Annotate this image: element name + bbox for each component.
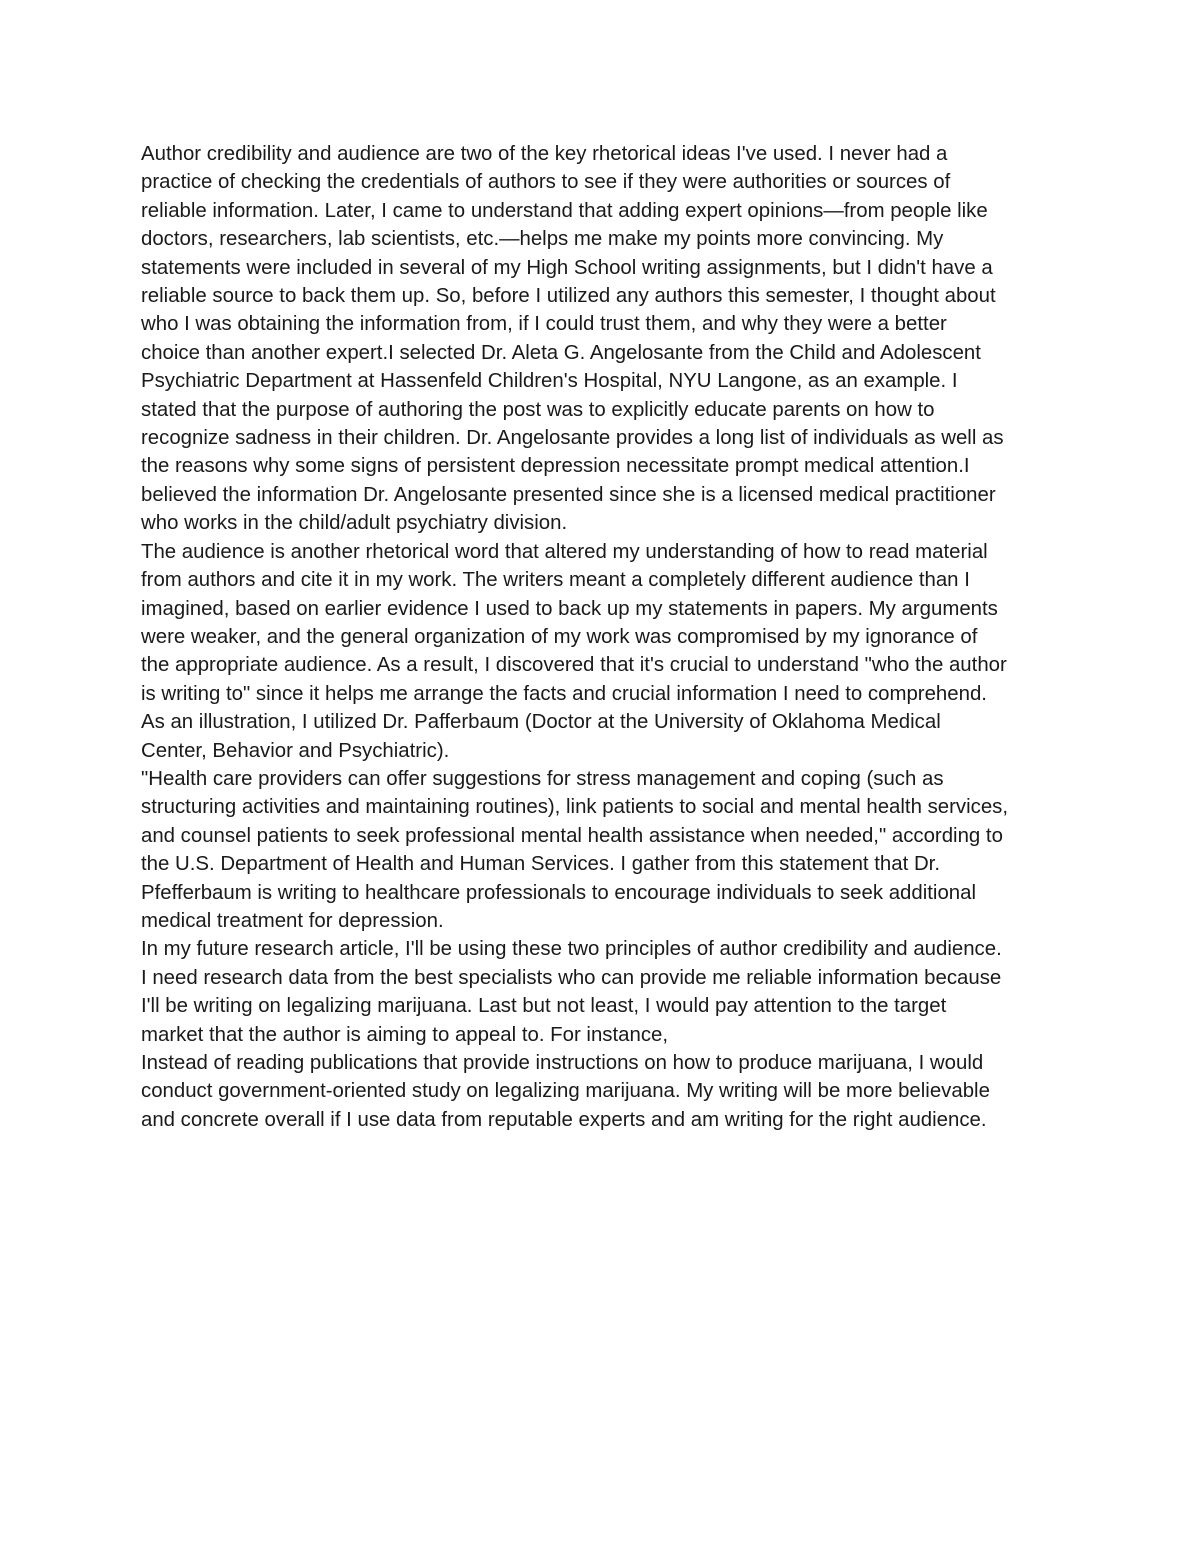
text-line: market that the author is aiming to appeal to. For instance, bbox=[141, 1023, 669, 1046]
text-line: is writing to" since it helps me arrange the facts and crucial information I need to comprehend. bbox=[141, 682, 987, 705]
text-line: from authors and cite it in my work. The writers meant a completely different audience than I bbox=[141, 569, 970, 592]
text-line: were weaker, and the general organization of my work was compromised by my ignorance of bbox=[141, 625, 978, 648]
text-line: In my future research article, I'll be using these two principles of author credibility and audience. bbox=[141, 938, 1002, 961]
text-line: who works in the child/adult psychiatry division. bbox=[141, 512, 568, 535]
text-line: Author credibility and audience are two of the key rhetorical ideas I've used. I never had a bbox=[141, 143, 948, 165]
text-line: stated that the purpose of authoring the post was to explicitly educate parents on how to bbox=[141, 398, 935, 421]
text-line: medical treatment for depression. bbox=[141, 909, 444, 932]
text-line: conduct government-oriented study on legalizing marijuana. My writing will be more believable bbox=[141, 1080, 990, 1103]
text-line: the U.S. Department of Health and Human Services. I gather from this statement that Dr. bbox=[141, 853, 940, 876]
text-line: recognize sadness in their children. Dr. Angelosante provides a long list of individuals as well as bbox=[141, 427, 1004, 450]
text-line: reliable information. Later, I came to understand that adding expert opinions—from people like bbox=[141, 199, 988, 222]
text-line: Pfefferbaum is writing to healthcare professionals to encourage individuals to seek additional bbox=[141, 881, 977, 904]
text-line: Center, Behavior and Psychiatric). bbox=[141, 739, 450, 762]
text-line: Psychiatric Department at Hassenfeld Children's Hospital, NYU Langone, as an example. I bbox=[141, 370, 958, 393]
text-line: reliable source to back them up. So, before I utilized any authors this semester, I thought about bbox=[141, 285, 996, 308]
text-line: I need research data from the best specialists who can provide me reliable information because bbox=[141, 966, 1002, 989]
text-line: who I was obtaining the information from, if I could trust them, and why they were a better bbox=[141, 313, 947, 336]
text-line: believed the information Dr. Angelosante presented since she is a licensed medical practitioner bbox=[141, 483, 996, 506]
text-line: As an illustration, I utilized Dr. Pafferbaum (Doctor at the University of Oklahoma Medical bbox=[141, 711, 941, 734]
text-line: doctors, researchers, lab scientists, etc.—helps me make my points more convincing. My bbox=[141, 228, 944, 251]
text-line: and concrete overall if I use data from reputable experts and am writing for the right audience. bbox=[141, 1108, 987, 1131]
paragraph-future-research bbox=[141, 935, 1081, 1049]
document-body bbox=[141, 140, 1081, 1134]
paragraph-audience bbox=[141, 538, 1081, 765]
text-line: statements were included in several of my High School writing assignments, but I didn't have a bbox=[141, 256, 993, 279]
text-line: choice than another expert.I selected Dr. Aleta G. Angelosante from the Child and Adolescent bbox=[141, 341, 981, 364]
text-line: The audience is another rhetorical word that altered my understanding of how to read material bbox=[141, 540, 988, 563]
paragraph-quotation bbox=[141, 765, 1081, 935]
text-line: practice of checking the credentials of authors to see if they were authorities or sources of bbox=[141, 171, 951, 194]
text-line: the appropriate audience. As a result, I discovered that it's crucial to understand "who the author bbox=[141, 654, 1007, 677]
text-line: Instead of reading publications that provide instructions on how to produce marijuana, I would bbox=[141, 1052, 984, 1074]
text-line: imagined, based on earlier evidence I used to back up my statements in papers. My arguments bbox=[141, 597, 998, 620]
paragraph-author-credibility bbox=[141, 140, 1081, 538]
text-line: I'll be writing on legalizing marijuana. Last but not least, I would pay attention to the target bbox=[141, 995, 947, 1018]
text-line: "Health care providers can offer suggestions for stress management and coping (such as bbox=[141, 767, 944, 790]
text-line: and counsel patients to seek professional mental health assistance when needed," according to bbox=[141, 824, 1003, 847]
text-line: the reasons why some signs of persistent depression necessitate prompt medical attention.I bbox=[141, 455, 970, 478]
paragraph-conclusion bbox=[141, 1049, 1081, 1134]
text-line: structuring activities and maintaining routines), link patients to social and mental health services, bbox=[141, 796, 1009, 819]
